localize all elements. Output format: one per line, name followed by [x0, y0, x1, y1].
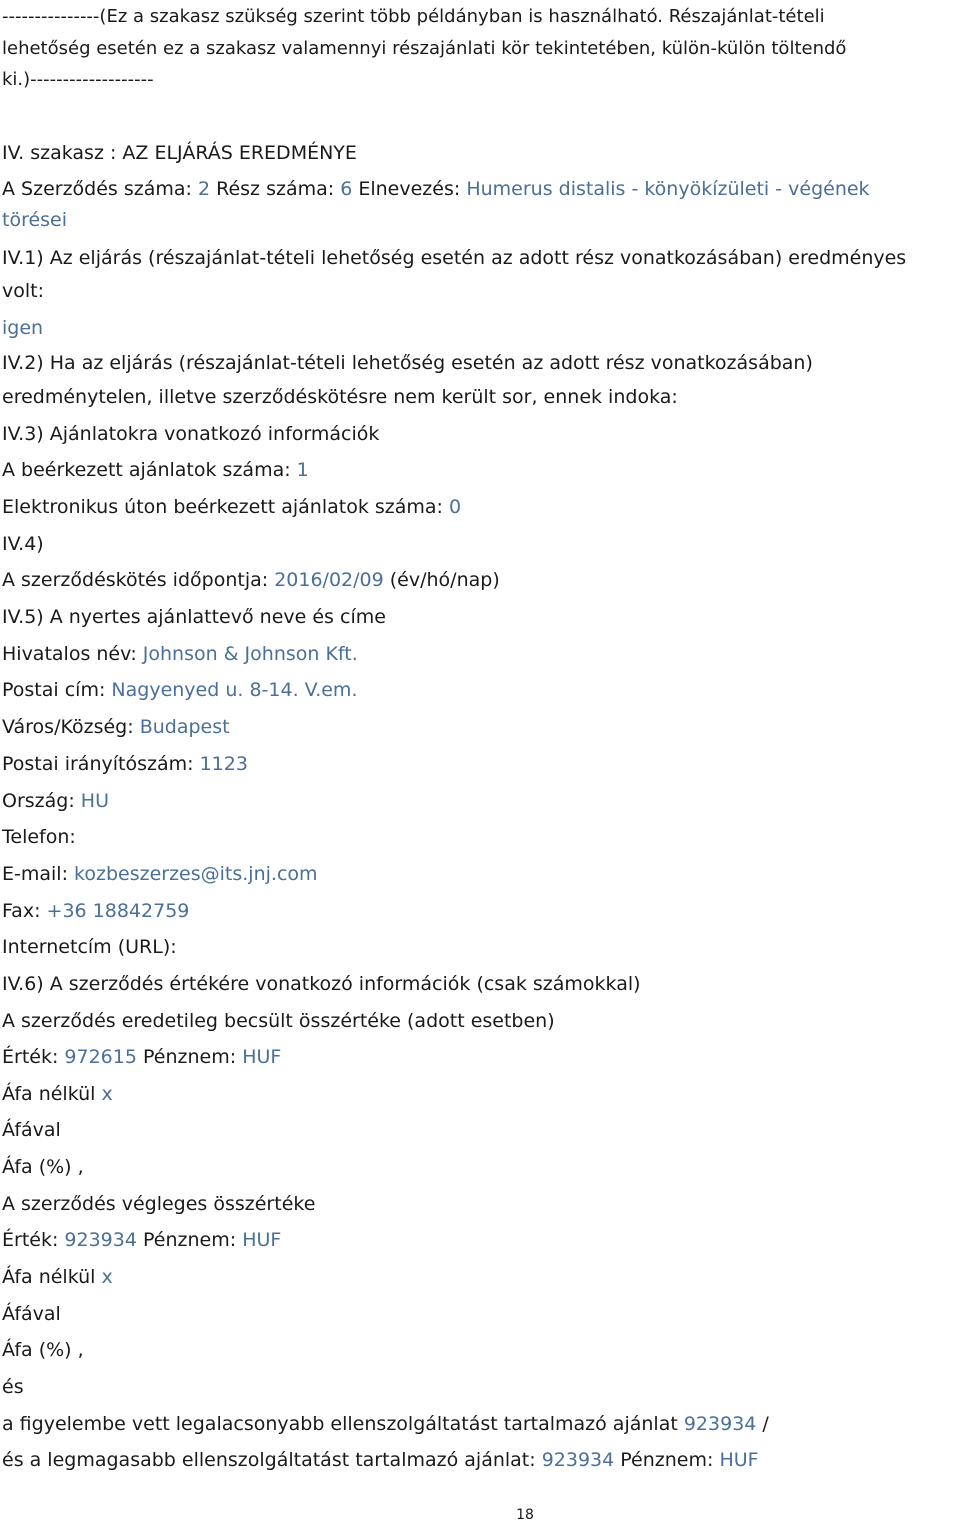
estimated-with-vat: Áfával — [2, 1119, 61, 1141]
iv3-heading: IV.3) Ajánlatokra vonatkozó információk — [2, 423, 380, 445]
contract-no-label: A Szerződés száma: — [2, 178, 192, 200]
final-with-vat: Áfával — [2, 1303, 61, 1325]
date-value: 2016/02/09 — [274, 569, 384, 591]
fax-value: +36 18842759 — [46, 900, 190, 922]
zip-value: 1123 — [199, 753, 248, 775]
email-line — [2, 862, 318, 886]
name-label: Elnevezés: — [358, 178, 461, 200]
estimated-value-line — [2, 1045, 281, 1069]
final-value-line — [2, 1228, 281, 1252]
received-line — [2, 458, 309, 482]
name-value-line-1: Humerus distalis - könyökízületi - végének — [466, 178, 870, 200]
note-line-3: ki.)------------------- — [2, 69, 154, 90]
iv6-heading: IV.6) A szerződés értékére vonatkozó információk (csak számokkal) — [2, 973, 641, 995]
lowest-offer-label: a figyelembe vett legalacsonyabb ellenszolgáltatást tartalmazó ajánlat — [2, 1413, 678, 1435]
country-line — [2, 789, 109, 813]
electronic-line — [2, 495, 461, 519]
and-label: és — [2, 1376, 24, 1398]
estimated-no-vat-line — [2, 1082, 113, 1106]
lowest-offer-value: 923934 — [683, 1413, 757, 1435]
url-line — [2, 935, 177, 959]
iv1-line-1: IV.1) Az eljárás (részajánlat-tételi lehetőség esetén az adott rész vonatkozásában) eredményes — [2, 247, 907, 269]
received-label: A beérkezett ajánlatok száma: — [2, 459, 291, 481]
final-vat-pct: Áfa (%) , — [2, 1339, 84, 1361]
estimated-value: 972615 — [64, 1046, 137, 1068]
lowest-offer-slash: / — [762, 1413, 769, 1435]
final-value: 923934 — [64, 1229, 137, 1251]
iv2-line-1: IV.2) Ha az eljárás (részajánlat-tételi lehetőség esetén az adott rész vonatkozásában) — [2, 352, 813, 374]
highest-offer-label: és a legmagasabb ellenszolgáltatást tartalmazó ajánlat: — [2, 1449, 536, 1471]
electronic-label: Elektronikus úton beérkezett ajánlatok száma: — [2, 496, 443, 518]
date-line — [2, 568, 500, 592]
contract-no-value: 2 — [197, 178, 211, 200]
iv2-line-2: eredménytelen, illetve szerződéskötésre nem került sor, ennek indoka: — [2, 386, 678, 408]
phone-label: Telefon: — [2, 826, 76, 848]
note-line-2: lehetőség esetén ez a szakasz valamennyi részajánlati kör tekintetében, külön-külön töltendő — [2, 38, 847, 59]
final-no-vat-label: Áfa nélkül — [2, 1266, 96, 1288]
email-value: kozbeszerzes@its.jnj.com — [74, 863, 318, 885]
iv1-line-2: volt: — [2, 280, 44, 302]
address-label: Postai cím: — [2, 679, 106, 701]
fax-line — [2, 899, 189, 923]
received-value: 1 — [296, 459, 309, 481]
address-value: Nagyenyed u. 8-14. V.em. — [111, 679, 358, 701]
part-no-value: 6 — [340, 178, 353, 200]
country-value: HU — [80, 790, 109, 812]
highest-offer-value: 923934 — [541, 1449, 615, 1471]
section-heading: IV. szakasz : AZ ELJÁRÁS EREDMÉNYE — [2, 142, 357, 164]
final-value-label: Érték: — [2, 1229, 59, 1251]
estimated-no-vat-label: Áfa nélkül — [2, 1083, 96, 1105]
estimated-vat-pct: Áfa (%) , — [2, 1156, 84, 1178]
final-currency: HUF — [242, 1229, 282, 1251]
fax-label: Fax: — [2, 900, 41, 922]
estimated-currency-label: Pénznem: — [143, 1046, 237, 1068]
phone-line — [2, 825, 76, 849]
date-label: A szerződéskötés időpontja: — [2, 569, 269, 591]
official-name-value: Johnson & Johnson Kft. — [142, 643, 358, 665]
address-line — [2, 678, 357, 702]
iv5-heading: IV.5) A nyertes ajánlattevő neve és címe — [2, 606, 386, 628]
contract-info-line — [2, 177, 870, 201]
note-line-1: ---------------(Ez a szakasz szükség szerint több példányban is használható. Részajánlat-tételi — [2, 6, 825, 27]
final-currency-label: Pénznem: — [143, 1229, 237, 1251]
part-no-label: Rész száma: — [216, 178, 335, 200]
page-number: 18 — [516, 1507, 534, 1523]
date-format: (év/hó/nap) — [389, 569, 500, 591]
city-value: Budapest — [139, 716, 230, 738]
url-label: Internetcím (URL): — [2, 936, 177, 958]
zip-label: Postai irányítószám: — [2, 753, 194, 775]
final-heading: A szerződés végleges összértéke — [2, 1193, 316, 1215]
city-line — [2, 715, 230, 739]
email-label: E-mail: — [2, 863, 68, 885]
highest-offer-line — [2, 1448, 759, 1472]
city-label: Város/Község: — [2, 716, 134, 738]
iv1-answer: igen — [2, 317, 44, 339]
final-no-vat-line — [2, 1265, 113, 1289]
estimated-no-vat-mark: x — [101, 1083, 113, 1105]
name-value-line-2: törései — [2, 209, 68, 231]
zip-line — [2, 752, 248, 776]
final-no-vat-mark: x — [101, 1266, 113, 1288]
lowest-offer-line — [2, 1412, 769, 1436]
estimated-currency: HUF — [242, 1046, 282, 1068]
official-name-label: Hivatalos név: — [2, 643, 137, 665]
country-label: Ország: — [2, 790, 75, 812]
highest-currency-label: Pénznem: — [620, 1449, 714, 1471]
estimated-heading: A szerződés eredetileg becsült összértéke (adott esetben) — [2, 1010, 555, 1032]
official-name-line — [2, 642, 358, 666]
highest-currency: HUF — [719, 1449, 759, 1471]
electronic-value: 0 — [449, 496, 462, 518]
estimated-value-label: Érték: — [2, 1046, 59, 1068]
iv4-heading: IV.4) — [2, 533, 44, 555]
